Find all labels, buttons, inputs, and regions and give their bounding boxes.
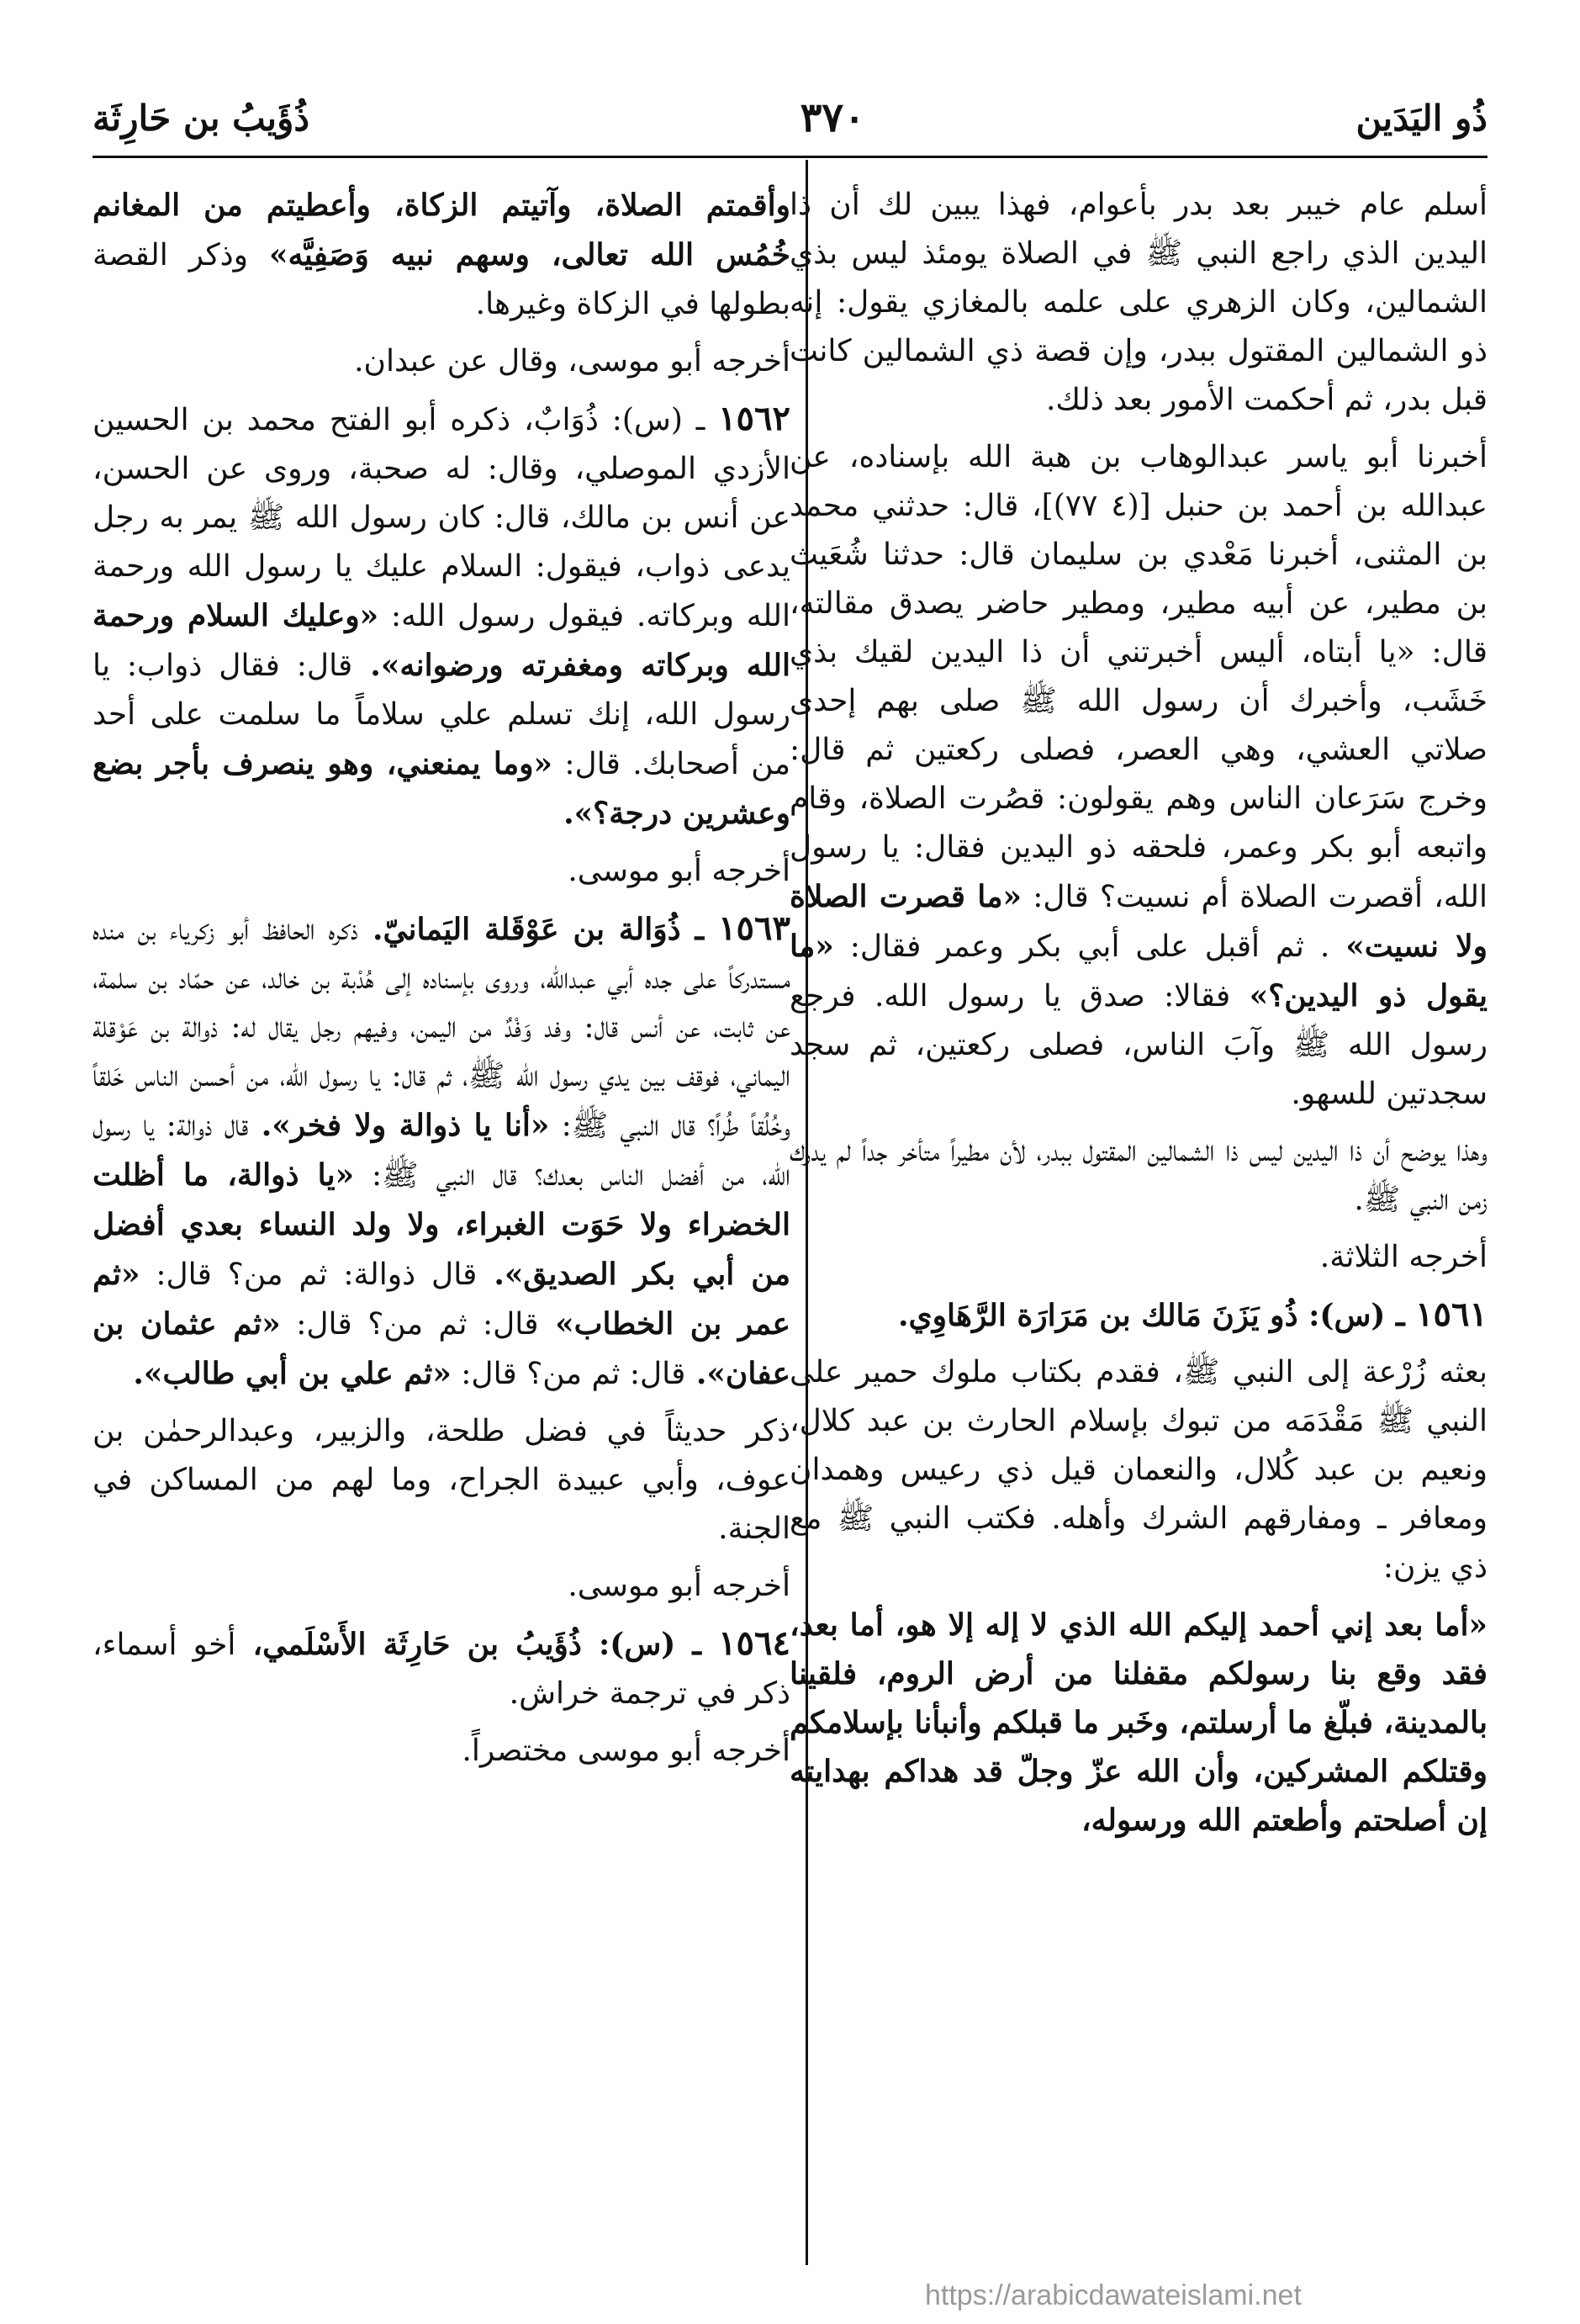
quote-bold: «ثم علي بن أبي طالب». <box>133 1356 452 1391</box>
header-right-title: ذُو اليَدَين <box>1355 97 1488 139</box>
header-rule <box>92 156 1488 158</box>
header-left-title: ذُؤَيبُ بن حَارِثَة <box>92 97 310 139</box>
entry <box>92 394 790 839</box>
entry-heading <box>790 1290 1488 1340</box>
page-header <box>92 84 1488 151</box>
paragraph <box>92 181 790 329</box>
quote-bold: «ثم عثمان بن عفان». <box>92 1306 790 1391</box>
left-column <box>92 181 790 2244</box>
quote-bold: «يا ذوالة، ما أظلت الخضراء ولا حَوَت الغبراء، ولا ولد النساء بعدي أفضل من أبي بكر الصديق». <box>92 1157 790 1292</box>
paragraph: ذكر حديثاً في فضل طلحة، والزبير، وعبدالرحمٰن بن عوف، وأبي عبيدة الجراح، وما لهم من المساكن في الجنة. <box>92 1414 790 1546</box>
paragraph: أخرجه أبو موسى مختصراً. <box>462 1734 790 1768</box>
entry-text: ـ (س): ذُوَابٌ، ذكره أبو الفتح محمد بن الحسين الأزدي الموصلي، وقال: له صحبة، وروى عن الحسن، عن أنس بن مالك، قال: كان رسول الله ﷺ يمر به رجل يدعى ذواب، فيقول: السلام عليك يا رسول الله ورحمة الله وبركاته. فيقول رسول الله: <box>92 403 790 633</box>
entry-text: قال: ثم من؟ قال: <box>461 1357 686 1391</box>
entry <box>92 904 790 1399</box>
entry-text: قال: فقال ذواب: يا رسول الله، إنك تسلم علي سلاماً ما سلمت على أحد من أصحابك. قال: <box>92 648 790 781</box>
paragraph: أخرجه أبو موسى. <box>568 1569 790 1603</box>
entry-text: أخو أسماء، ذكر في ترجمة خراش. <box>92 1628 790 1711</box>
quote-bold: وأقمتم الصلاة، وآتيتم الزكاة، وأعطيتم من المغانم خُمُس الله تعالى، وسهم نبيه وَصَفِيَّه» <box>92 188 790 273</box>
entry-number: ١٥٦٣ <box>718 908 790 948</box>
entry-title: ـ (س): ذُؤَيبُ بن حَارِثَة الأَسْلَمي، <box>235 1627 719 1662</box>
paragraph-text: فقالا: صدق يا رسول الله. فرجع رسول الله ﷺ وآبَ الناس، فصلى ركعتين، ثم سجد سجدتين للسهو. <box>790 979 1488 1111</box>
entry-number: ١٥٦١ <box>1415 1294 1488 1334</box>
quote-bold: «وعليك السلام ورحمة الله وبركاته ومغفرته ورضوانه». <box>92 598 790 683</box>
quote-bold: «وما يمنعني، وهو ينصرف بأجر بضع وعشرين درجة؟». <box>92 746 790 831</box>
entry-title: ـ ذُوَالة بن عَوْقَلة اليَمانيّ. <box>358 912 719 947</box>
paragraph <box>790 433 1488 1119</box>
quote-bold: «ما قصرت الصلاة ولا نسيت» <box>790 879 1488 964</box>
paragraph: بعثه زُرْعة إلى النبي ﷺ، فقدم بكتاب ملوك حمير على النبي ﷺ مَقْدَمَه من تبوك بإسلام الحارث بن عبد كلال، ونعيم بن عبد كُلال، والنعمان قيل ذي رعيس وهمدان ومعافر ـ ومفارقهم الشرك وأهله. فكتب النبي ﷺ مع ذي يزن: <box>790 1355 1488 1585</box>
page-number: ٣٧٠ <box>800 94 865 141</box>
quote-bold: «ثم عمر بن الخطاب» <box>92 1257 790 1342</box>
paragraph: أخرجه أبو موسى، وقال عن عبدان. <box>354 344 790 379</box>
entry <box>92 1619 790 1718</box>
right-column <box>790 181 1488 2244</box>
entry-number: ١٥٦٢ <box>718 399 790 438</box>
quote-bold: «ما يقول ذو اليدين؟» <box>790 929 1488 1014</box>
entry-text: قال: ثم من؟ قال: <box>296 1307 539 1342</box>
paragraph-text: أخبرنا أبو ياسر عبدالوهاب بن هبة الله بإسناده، عن عبدالله بن أحمد بن حنبل [(٤ ٧٧)]، قال: حدثني محمد بن المثنى، أخبرنا مَعْدي بن سليمان قال: حدثنا شُعَيث بن مطير، عن أبيه مطير، ومطير حاضر يصدق مقالته، قال: «يا أبتاه، أليس أخبرتني أن ذا اليدين لقيك بذي خَشَب، وأخبرك أن رسول الله ﷺ صلى بهم إحدى صلاتي العشي، وهي العصر، فصلى ركعتين ثم قال: وخرج سَرَعان الناس وهم يقولون: قصُرت الصلاة، وقام واتبعه أبو بكر وعمر، فلحقه ذو اليدين فقال: يا رسول الله، أقصرت الصلاة أم نسيت؟ قال: <box>790 440 1488 914</box>
paragraph: أخرجه الثلاثة. <box>1319 1240 1488 1274</box>
quote-bold: «أنا يا ذوالة ولا فخر». <box>248 1108 550 1143</box>
entry-text: ذكره الحافظ أبو زكرياء بن منده مستدركاً على جده أبي عبدالله، وروى بإسناده إلى هُدْبة بن خالد، عن حمّاد بن سلمة، عن ثابت، عن أنس قال: وفد وَفْدٌ من اليمن، وفيهم رجل يقال له: ذوالة بن عَوْقلة اليماني، فوقف بين يدي رسول الله ﷺ، ثم قال: يا رسول الله، من أحسن الناس خَلقاً وخُلُقاً طُراً؟ قال النبي ﷺ: <box>92 913 790 1143</box>
entry-title: ـ (س): ذُو يَزَنَ مَالك بن مَرَارَة الرَّهَاوِي. <box>897 1298 1416 1333</box>
paragraph: أسلم عام خيبر بعد بدر بأعوام، فهذا يبين لك أن ذا اليدين الذي راجع النبي ﷺ في الصلاة يومئذ ليس بذي الشمالين، وكان الزهري على علمه بالمغازي يقول: إنه ذو الشمالين المقتول ببدر، وإن قصة ذي الشمالين كانت قبل بدر، ثم أحكمت الأمور بعد ذلك. <box>790 188 1488 417</box>
watermark-url: https://arabicdawateislami.net <box>925 2279 1302 2311</box>
letter-quote: «أما بعد إني أحمد إليكم الله الذي لا إله إلا هو، أما بعد، فقد وقع بنا رسولكم مقفلنا من أرض الروم، فلقينا بالمدينة، فبلّغ ما أرسلتم، وخَبر ما قبلكم وأنبأنا بإسلامكم وقتلكم المشركين، وأن الله عزّ وجلّ قد هداكم بهدايته إن أصلحتم وأطعتم الله ورسوله، <box>790 1607 1488 1838</box>
entry-number: ١٥٦٤ <box>718 1623 790 1663</box>
paragraph: وهذا يوضح أن ذا اليدين ليس ذا الشمالين المقتول ببدر، لأن مطيراً متأخر جداً لم يدرك زمن النبي ﷺ. <box>790 1134 1488 1217</box>
paragraph-text: . ثم أقبل على أبي بكر وعمر فقال: <box>849 929 1330 964</box>
paragraph-text: وذكر القصة بطولها في الزكاة وغيرها. <box>92 238 790 321</box>
entry-text: قال ذوالة: ثم من؟ قال: <box>156 1257 478 1292</box>
entry-text: قال ذوالة: يا رسول الله، من أفضل الناس بعدك؟ قال النبي ﷺ: <box>92 1109 790 1193</box>
paragraph: أخرجه أبو موسى. <box>568 854 790 888</box>
